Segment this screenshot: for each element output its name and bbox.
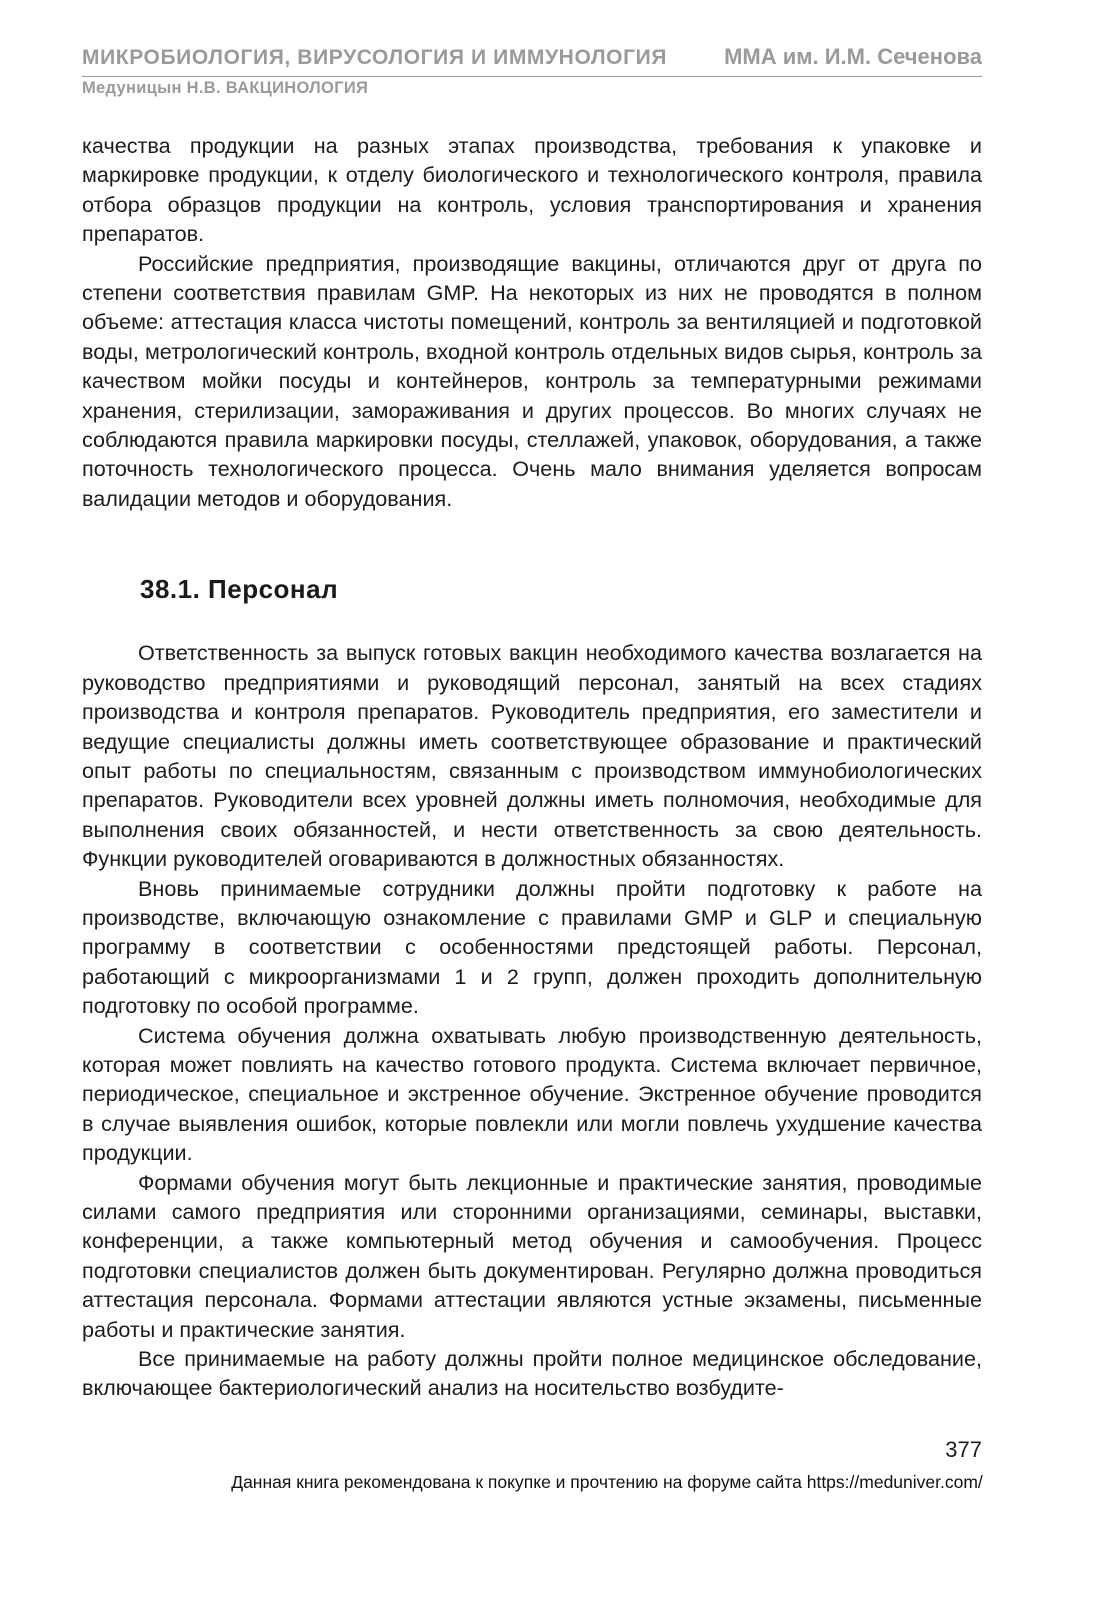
running-header <box>82 44 982 98</box>
intro-paragraph-2: Российские предприятия, производящие вакцины, отличаются друг от друга по степени соответствия правилам GMP. На некоторых из них не проводятся в полном объеме: аттестация класса чистоты помещений, контроль за вентиляцией и подготовкой воды, метрологический контроль, входной контроль отдельных видов сырья, контроль за качеством мойки посуды и контейнеров, контроль за температурными режимами хранения, стерилизации, замораживания и других процессов. Во многих случаях не соблюдаются правила маркировки посуды, стеллажей, упаковок, оборудования, а также поточность технологического процесса. Очень мало внимания уделяется вопросам валидации методов и оборудования. <box>82 250 982 511</box>
header-institution: ММА им. И.М. Сеченова <box>724 44 982 69</box>
section-paragraph-1: Ответственность за выпуск готовых вакцин необходимого качества возлагается на руководство предприятиями и руководящий персонал, занятый на всех стадиях производства и контроля препаратов. Руководитель предприятия, его заместители и ведущие специалисты должны иметь соответствующее образование и практический опыт работы по специальностям, связанным с производством иммунобиологических препаратов. Руководители всех уровней должны иметь полномочия, необходимые для выполнения своих обязанностей, и нести ответственность за свою деятельность. Функции руководителей оговариваются в должностных обязанностях. <box>82 640 982 872</box>
header-book-title: Медуницын Н.В. ВАКЦИНОЛОГИЯ <box>82 79 369 97</box>
header-title-row <box>82 44 982 77</box>
section-paragraph-3: Система обучения должна охватывать любую производственную деятельность, которая может повлиять на качество готового продукта. Система включает первичное, периодическое, специальное и экстренное обучение. Экстренное обучение проводится в случае выявления ошибок, которые повлекли или могли повлечь ухудшение качества продукции. <box>82 1022 982 1166</box>
section-title: 38.1. Персонал <box>140 574 339 605</box>
section-paragraph-4: Формами обучения могут быть лекционные и практические занятия, проводимые силами самого предприятия или сторонними организациями, семинары, выставки, конференции, а также компьютерный метод обучения и самообучения. Процесс подготовки специалистов должен быть документирован. Регулярно должна проводиться аттестация персонала. Формами аттестации являются устные экзамены, письменные работы и практические занятия. <box>82 1169 982 1342</box>
footer-note: Данная книга рекомендована к покупке и прочтению на форуме сайта https://meduniver.com/ <box>231 1472 983 1492</box>
header-subject: МИКРОБИОЛОГИЯ, ВИРУСОЛОГИЯ И ИММУНОЛОГИЯ <box>82 46 668 69</box>
section-paragraph-2: Вновь принимаемые сотрудники должны пройти подготовку к работе на производстве, включающую ознакомление с правилами GMP и GLP и специальную программу в соответствии с особенностями предстоящей работы. Персонал, работающий с микроорганизмами 1 и 2 групп, должен проходить дополнительную подготовку по особой программе. <box>82 875 982 1019</box>
page-content <box>82 131 982 1403</box>
intro-paragraph-1: качества продукции на разных этапах производства, требования к упаковке и маркировке продукции, к отделу биологического и технологического контроля, правила отбора образцов продукции на контроль, условия транспортирования и хранения препаратов. <box>82 133 982 247</box>
section-paragraph-5: Все принимаемые на работу должны пройти полное медицинское обследование, включающее бактериологический анализ на носительство возбудите- <box>82 1346 982 1401</box>
page-number: 377 <box>945 1437 982 1462</box>
